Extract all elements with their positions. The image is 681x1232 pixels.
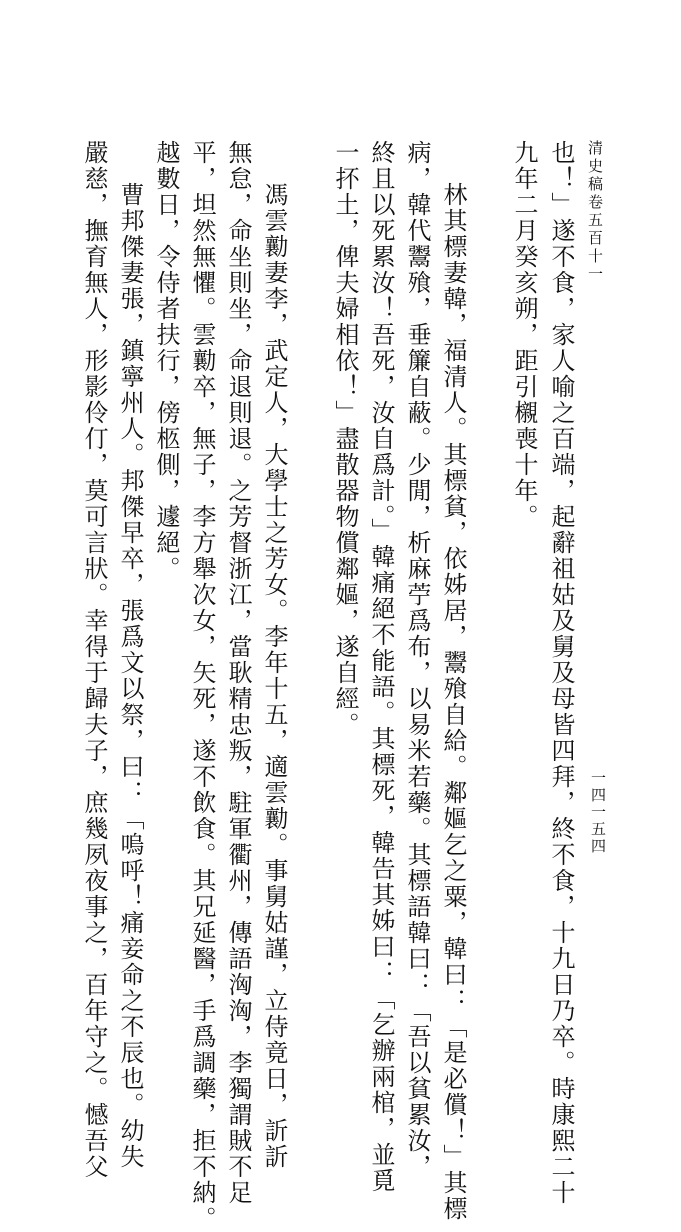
text-column: 越數日，令侍者扶行，傍柩側，遽絕。 (152, 140, 180, 582)
text-column: 一抔土，俾夫婦相依！」盡散器物償鄰嫗，遂自經。 (331, 140, 359, 738)
text-column: 林其標妻韓，福清人。其標貧，依姊居，鬻飱自給。鄰嫗乞之粟，韓曰：「是必償！」其標 (439, 182, 467, 1222)
text-column: 病，韓代鬻飱，垂簾自蔽。少閒，析麻苧爲布，以易米若藥。其標語韓曰：「吾以貧累汝， (403, 140, 431, 1180)
text-column: 無怠，命坐則坐，命退則退。之芳督浙江，當耿精忠叛，駐軍衢州，傳語洶洶，李獨謂賊不足 (224, 140, 252, 1206)
text-column: 也！」遂不食，家人喻之百端，起辭祖姑及舅及母皆四拜，終不食，十九日乃卒。時康熙二十 (547, 140, 575, 1206)
page-number: 一四一五四 (589, 770, 607, 855)
text-column: 馮雲勷妻李，武定人，大學士之芳女。李年十五，適雲勷。事舅姑謹，立侍竟日，訢訢 (260, 182, 288, 1170)
text-column: 終且以死累汝！吾死，汝自爲計。」韓痛絕不能語。其標死，韓告其姊曰：「乞辦兩棺，並覓 (367, 140, 395, 1194)
text-column: 平，坦然無懼。雲勷卒，無子，李方舉次女，矢死，遂不飲食。其兄延醫，手爲調藥，拒不納。 (188, 140, 216, 1232)
text-column: 曹邦傑妻張，鎮寧州人。邦傑早卒，張爲文以祭，曰：「嗚呼！痛妾命之不辰也。幼失 (116, 182, 144, 1170)
text-column: 九年二月癸亥朔，距引櫬喪十年。 (510, 140, 538, 530)
text-column: 嚴慈，撫育無人，形影伶仃，莫可言狀。幸得于歸夫子，庶幾夙夜事之，百年守之。憾吾父 (80, 140, 108, 1180)
book-title-header: 清史稿卷五百十一 (586, 140, 604, 284)
